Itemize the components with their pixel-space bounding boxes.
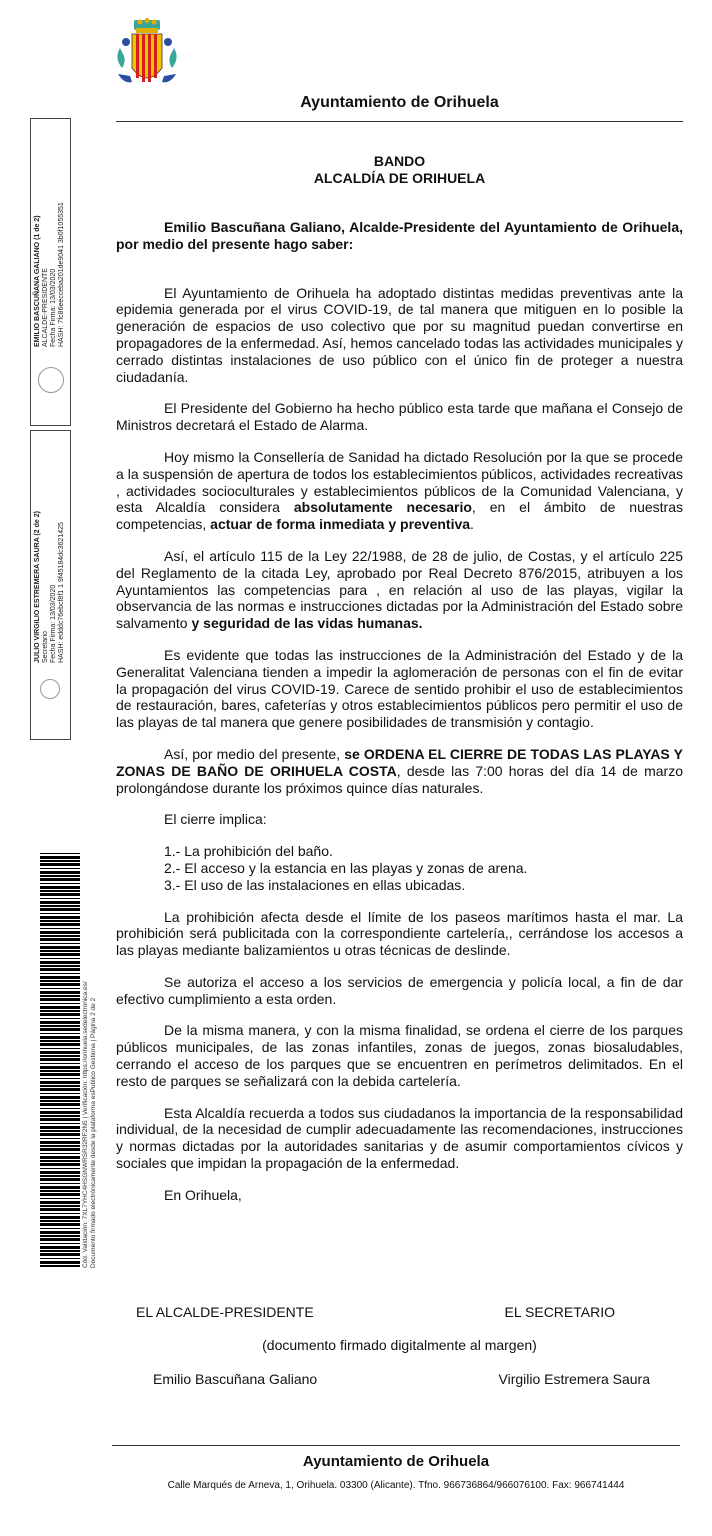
- barcode-bar: [40, 863, 80, 866]
- signature-1-hash: HASH: 7fc86eecceba201de9041 3b0f1055351: [58, 202, 65, 347]
- signature-2-role: Secretario: [42, 631, 49, 663]
- heading-alcaldia: ALCALDÍA DE ORIHUELA: [313, 170, 486, 186]
- signature-2-date: Fecha Firma: 13/03/2020: [50, 584, 57, 663]
- barcode-bar: [40, 1040, 80, 1042]
- barcode-bar: [40, 1156, 80, 1159]
- barcode-bar: [40, 995, 80, 997]
- barcode-bar: [40, 1261, 80, 1264]
- alcalde-name: Emilio Bascuñana Galiano: [153, 1371, 318, 1387]
- signature-2-hash: HASH: edddc76ebcf8f1 1 9f45184dc3621425: [58, 522, 65, 663]
- barcode-bar: [40, 988, 80, 989]
- barcode-bar: [40, 1066, 80, 1069]
- barcode-bar: [40, 1073, 80, 1076]
- footer-address: Calle Marqués de Arneva, 1, Orihuela. 03300 (Alicante). Tfno. 966736864/966076100. Fax: 966741444: [167, 1480, 625, 1491]
- signature-1-role: ALCALDE-PRESIDENTE: [42, 268, 49, 347]
- barcode-bar: [40, 916, 80, 919]
- barcode-bar: [40, 898, 80, 899]
- list-item: 2.- El acceso y la estancia en las playas y zonas de arena.: [164, 859, 528, 876]
- barcode-bar: [40, 953, 80, 956]
- paragraph-2: El Presidente del Gobierno ha hecho público esta tarde que mañana el Consejo de Ministros decretará el Estado de Alarma.: [116, 400, 683, 434]
- barcode-bar: [40, 1100, 80, 1102]
- barcode-bar: [40, 875, 80, 877]
- list-item: 3.- El uso de las instalaciones en ellas ubicadas.: [164, 876, 466, 893]
- alcalde-role: EL ALCALDE-PRESIDENTE: [136, 1304, 314, 1320]
- barcode-bar: [40, 973, 80, 974]
- paragraph-11: Esta Alcaldía recuerda a todos sus ciudadanos la importancia de la responsabilidad individual, de la necesidad de cumplir adecuadamente las recomendaciones, instrucciones y normas dictadas por la autoridades sanitarias y de asumir comportamientos cívicos y sociales que impidan la propagación de la enfermedad.: [116, 1104, 683, 1172]
- closure-list: [164, 843, 683, 893]
- barcode-bar: [40, 1138, 80, 1139]
- header-divider: [116, 121, 683, 122]
- barcode-bar: [40, 1123, 80, 1124]
- barcode-bar: [40, 1205, 80, 1207]
- coat-of-arms-logo: [112, 18, 182, 92]
- barcode-bar: [40, 856, 80, 859]
- barcode-bar: [40, 878, 80, 881]
- footer-title: Ayuntamiento de Orihuela: [302, 1453, 490, 1470]
- barcode-bar: [40, 1160, 80, 1162]
- barcode-bar: [40, 965, 80, 967]
- paragraph-6-bold: se ORDENA EL CIERRE DE TODAS LAS PLAYAS Y ZONAS DE BAÑO DE ORIHUELA COSTA: [116, 745, 683, 779]
- paragraph-4-bold: y seguridad de las vidas humanas.: [191, 615, 423, 632]
- barcode-bar: [40, 908, 80, 911]
- secretario-role: EL SECRETARIO: [504, 1304, 615, 1320]
- barcode-bar: [40, 1043, 80, 1046]
- barcode-bar: [40, 938, 80, 941]
- barcode-bar: [40, 1208, 80, 1211]
- validation-line-2: Documento firmado electrónicamente desde la plataforma esPublico Gestiona | Página 2 de 2: [90, 997, 97, 1268]
- barcode-bar: [40, 901, 80, 904]
- barcode-bar: [40, 905, 80, 907]
- barcode-bar: [40, 928, 80, 929]
- seal-icon: [40, 679, 60, 699]
- signed-note: (documento firmado digitalmente al margen): [262, 1337, 537, 1353]
- paragraph-3-text-c: .: [470, 516, 474, 533]
- list-item: 1.- La prohibición del baño.: [164, 843, 333, 860]
- barcode-bar: [40, 968, 80, 971]
- barcode-bar: [40, 1190, 80, 1192]
- paragraph-7: El cierre implica:: [164, 811, 267, 828]
- barcode-bar: [40, 871, 80, 874]
- barcode-bar: [40, 1103, 80, 1106]
- barcode-bar: [40, 1025, 80, 1027]
- barcode-bar: [40, 1201, 80, 1204]
- barcode-bar: [40, 883, 80, 884]
- paragraph-9: Se autoriza el acceso a los servicios de emergencia y policía local, a fin de dar efectivo cumplimiento a esta orden.: [116, 973, 683, 1007]
- barcode-bar: [40, 1168, 80, 1169]
- barcode-bar: [40, 935, 80, 937]
- barcode-bar: [40, 1153, 80, 1154]
- barcode-bar: [40, 890, 80, 892]
- barcode-bar: [40, 1253, 80, 1256]
- barcode-bar: [40, 976, 80, 979]
- barcode-bar: [40, 1006, 80, 1009]
- barcode-bar: [40, 913, 80, 914]
- barcode-bar: [40, 1220, 80, 1222]
- barcode-bar: [40, 1051, 80, 1054]
- paragraph-4: [116, 548, 683, 632]
- paragraph-3-text-a: Hoy mismo la Consellería de Sanidad ha dictado Resolución por la que se procede a la suspensión de apertura de todos los establecimientos públicos, actividades recreativas , actividades socioculturales y establecimientos públicos de la Comunidad Valenciana, y esta Alcaldía considera: [116, 448, 683, 516]
- signature-box-alcalde: [30, 118, 71, 426]
- barcode-bar: [40, 1175, 80, 1177]
- barcode-bar: [40, 1235, 80, 1237]
- barcode-bar: [40, 991, 80, 994]
- validation-line-1: Cód. Validación: 7XL7YHC4HSGNWRSR32RF2N5 | Verificación: https://orihuela.sedelectronica.es/: [82, 981, 89, 1268]
- barcode-bar: [40, 1126, 80, 1129]
- barcode-bar: [40, 1148, 80, 1151]
- barcode-bar: [40, 1036, 80, 1039]
- paragraph-1: El Ayuntamiento de Orihuela ha adoptado distintas medidas preventivas ante la epidemia generada por el virus COVID-19, de tal manera que mitiguen en lo posible la generación de espacios de uso colectivo que por su magnitud puedan convertirse en propagadores de la enfermedad. Así, hemos cancelado todas las actividades municipales y cerrado distintas instalaciones de uso público con el único fin de proteger a nuestra ciudadanía.: [116, 284, 683, 385]
- paragraph-4-text: Así, el artículo 115 de la Ley 22/1988, de 28 de julio, de Costas, y el artículo 225 del Reglamento de la citada Ley, aprobado por Real Decreto 876/2015, atribuyen a los Ayuntamientos las competencias para , en relación al uso de las playas, vigilar la observancia de las normas e instrucciones dictadas por la Administración del Estado sobre salvamento: [116, 547, 683, 632]
- barcode-bar: [40, 1096, 80, 1099]
- barcode-bar: [40, 1070, 80, 1072]
- paragraph-3-text-b: , en el ámbito de nuestras competencias,: [116, 499, 683, 533]
- paragraph-8: La prohibición afecta desde el límite de los paseos marítimos hasta el mar. La prohibición será publicitada con la correspondiente cartelería,, cerrándose los accesos a las playas mediante balizamientos u otras técnicas de deslinde.: [116, 908, 683, 959]
- barcode-bar: [40, 1145, 80, 1147]
- heading-bando: BANDO: [373, 153, 426, 169]
- barcode-bar: [40, 958, 80, 959]
- barcode: [40, 853, 80, 1268]
- signature-1-text: [34, 202, 66, 347]
- barcode-bar: [40, 1021, 80, 1024]
- barcode-bar: [40, 1033, 80, 1034]
- barcode-bar: [40, 983, 80, 986]
- intro-paragraph: Emilio Bascuñana Galiano, Alcalde-Presidente del Ayuntamiento de Orihuela, por medio del presente hago saber:: [116, 219, 683, 252]
- barcode-bar: [40, 1058, 80, 1061]
- barcode-bar: [40, 961, 80, 964]
- paragraph-12: En Orihuela,: [164, 1186, 242, 1203]
- barcode-bar: [40, 946, 80, 949]
- barcode-bar: [40, 1243, 80, 1244]
- document-heading: [116, 153, 683, 187]
- paragraph-3-bold-b: actuar de forma inmediata y preventiva: [210, 516, 471, 533]
- paragraph-6-text-a: Así, por medio del presente,: [164, 745, 345, 762]
- barcode-bar: [40, 931, 80, 934]
- barcode-bar: [40, 1055, 80, 1057]
- secretario-name: Virgilio Estremera Saura: [498, 1371, 650, 1387]
- paragraph-10: De la misma manera, y con la misma finalidad, se ordena el cierre de los parques públicos municipales, de las zonas infantiles, zonas de juegos, zonas biosaludables, cerrando el acceso de los parques que se encuentren en perímetros delimitados. En el resto de parques se señalizará con la debida cartelería.: [116, 1022, 683, 1089]
- barcode-bar: [40, 1178, 80, 1181]
- barcode-bar: [40, 1111, 80, 1114]
- barcode-bar: [40, 1186, 80, 1189]
- barcode-bar: [40, 860, 80, 862]
- barcode-bar: [40, 923, 80, 926]
- barcode-bar: [40, 1063, 80, 1064]
- barcode-bar: [40, 1115, 80, 1117]
- barcode-bar: [40, 1198, 80, 1199]
- barcode-bar: [40, 1085, 80, 1087]
- paragraph-3: [116, 449, 683, 533]
- barcode-bar: [40, 1246, 80, 1249]
- barcode-bar: [40, 950, 80, 952]
- barcode-bar: [40, 1093, 80, 1094]
- paragraph-5: Es evidente que todas las instrucciones de la Administración del Estado y de la Generalitat Valenciana tienden a impedir la aglomeración de personas con el fin de evitar la propagación del virus COVID-19. Carece de sentido prohibir el uso de establecimientos de restauración, bares, cafeterías y otros establecimientos públicos pero permitir el uso de las playas de tal manera que genere posibilidades de transmisión y contagio.: [116, 646, 683, 731]
- barcode-bar: [40, 1193, 80, 1196]
- barcode-bar: [40, 1238, 80, 1241]
- signature-1-date: Fecha Firma: 13/03/2020: [50, 268, 57, 347]
- barcode-bar: [40, 1018, 80, 1019]
- barcode-bar: [40, 1088, 80, 1091]
- barcode-bar: [40, 1048, 80, 1049]
- barcode-bar: [40, 1013, 80, 1016]
- barcode-bar: [40, 868, 80, 869]
- barcode-bar: [40, 1250, 80, 1252]
- barcode-bar: [40, 1133, 80, 1136]
- barcode-bar: [40, 1216, 80, 1219]
- paragraph-3-bold-a: absolutamente necesario: [293, 499, 472, 516]
- barcode-bar: [40, 1171, 80, 1174]
- barcode-bar: [40, 1258, 80, 1259]
- barcode-bar: [40, 1265, 80, 1267]
- barcode-bar: [40, 1028, 80, 1031]
- barcode-bar: [40, 1163, 80, 1166]
- paragraph-6: [116, 746, 683, 796]
- barcode-bar: [40, 980, 80, 982]
- barcode-bar: [40, 998, 80, 1001]
- barcode-bar: [40, 1223, 80, 1226]
- barcode-bar: [40, 1108, 80, 1109]
- seal-icon: [38, 367, 64, 393]
- barcode-bar: [40, 1228, 80, 1229]
- barcode-bar: [40, 1010, 80, 1012]
- signature-2-text: [34, 511, 66, 663]
- barcode-bar: [40, 920, 80, 922]
- signature-2-name: JULIO VIRGILIO ESTREMERA SAURA (2 de 2): [34, 511, 41, 663]
- barcode-bar: [40, 1231, 80, 1234]
- paragraph-6-text-b: , desde las 7:00 horas del día 14 de marzo prolongándose durante los próximos quince días naturales.: [116, 762, 683, 796]
- barcode-bar: [40, 1118, 80, 1121]
- barcode-bar: [40, 1213, 80, 1214]
- barcode-bar: [40, 886, 80, 889]
- footer-divider: [112, 1445, 680, 1446]
- barcode-bar: [40, 1078, 80, 1079]
- barcode-bar: [40, 1081, 80, 1084]
- barcode-bar: [40, 1183, 80, 1184]
- barcode-bar: [40, 943, 80, 944]
- signature-box-secretario: [30, 430, 71, 740]
- barcode-bar: [40, 1003, 80, 1004]
- document-body: [116, 219, 683, 1219]
- barcode-bar: [40, 893, 80, 896]
- signature-1-name: EMILIO BASCUÑANA GALIANO (1 de 2): [34, 215, 41, 347]
- barcode-bar: [40, 853, 80, 854]
- barcode-bar: [40, 1141, 80, 1144]
- barcode-bar: [40, 1130, 80, 1132]
- header-title: Ayuntamiento de Orihuela: [300, 94, 499, 111]
